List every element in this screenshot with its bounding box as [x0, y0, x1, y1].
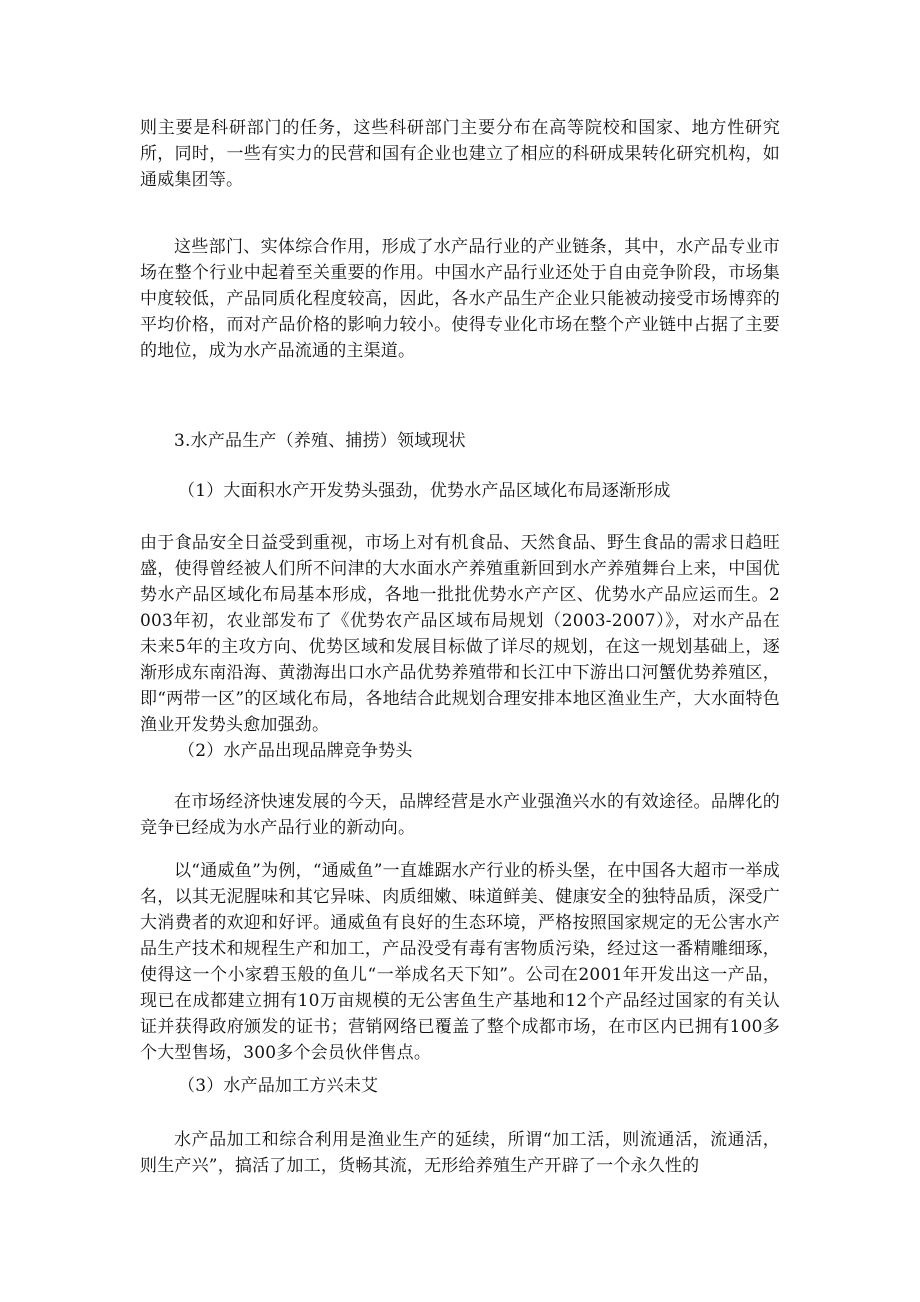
paragraph-tongwei-fish-example: 以“通威鱼”为例，“通威鱼”一直雄踞水产行业的桥头堡，在中国各大超市一举成名，以其无泥腥味和其它异味、肉质细嫩、味道鲜美、健康安全的独特品质，深受广大消费者的欢迎和好评。通威鱼有良好的生态环境，严格按照国家规定的无公害水产品生产技术和规程生产和加工，产品没受有毒有害物质污染，经过这一番精雕细琢，使得这一个小家碧玉般的鱼儿“一举成名天下知”。公司在2001年开发出这一产品，现已在成都建立拥有10万亩规模的无公害鱼生产基地和12个产品经过国家的有关认证并获得政府颁发的证书；营销网络已覆盖了整个成都市场，在市区内已拥有100多个大型售场，300多个会员伙伴售点。 — [140, 861, 780, 1063]
section-heading-production-status: 3.水产品生产（养殖、捕捞）领域现状 — [174, 431, 466, 451]
subheading-processing: （3）水产品加工方兴未艾 — [178, 1076, 379, 1096]
subheading-brand-competition: （2）水产品出现品牌竞争势头 — [178, 741, 413, 761]
paragraph-regional-layout: 由于食品安全日益受到重视，市场上对有机食品、天然食品、野生食品的需求日趋旺盛，使得曾经被人们所不问津的大水面水产养殖重新回到水产养殖舞台上来，中国优势水产品区域化布局基本形成，各地一批批优势水产产区、优势水产品应运而生。2003年初，农业部发布了《优势农产品区域布局规划（2003-2007）》，对水产品在未来5年的主攻方向、优势区域和发展目标做了详尽的规划，在这一规划基础上，逐渐形成东南沿海、黄渤海出口水产品优势养殖带和长江中下游出口河蟹优势养殖区，即“两带一区”的区域化布局，各地结合此规划合理安排本地区渔业生产，大水面特色渔业开发势头愈加强劲。 — [140, 533, 780, 735]
paragraph-industry-chain: 这些部门、实体综合作用，形成了水产品行业的产业链条，其中，水产品专业市场在整个行业中起着至关重要的作用。中国水产品行业还处于自由竞争阶段，市场集中度较低，产品同质化程度较高，因此，各水产品生产企业只能被动接受市场博弈的平均价格，而对产品价格的影响力较小。使得专业化市场在整个产业链中占据了主要的地位，成为水产品流通的主渠道。 — [140, 237, 780, 361]
subheading-regional-layout: （1）大面积水产开发势头强劲，优势水产品区域化布局逐渐形成 — [178, 481, 671, 501]
paragraph-research-departments: 则主要是科研部门的任务，这些科研部门主要分布在高等院校和国家、地方性研究所，同时，一些有实力的民营和国有企业也建立了相应的科研成果转化研究机构，如通威集团等。 — [140, 118, 780, 190]
paragraph-brand-strategy: 在市场经济快速发展的今天，品牌经营是水产业强渔兴水的有效途径。品牌化的竞争已经成为水产品行业的新动向。 — [140, 792, 780, 838]
paragraph-processing: 水产品加工和综合利用是渔业生产的延续，所谓“加工活，则流通活，流通活，则生产兴”，搞活了加工，货畅其流，无形给养殖生产开辟了一个永久性的 — [140, 1130, 780, 1176]
